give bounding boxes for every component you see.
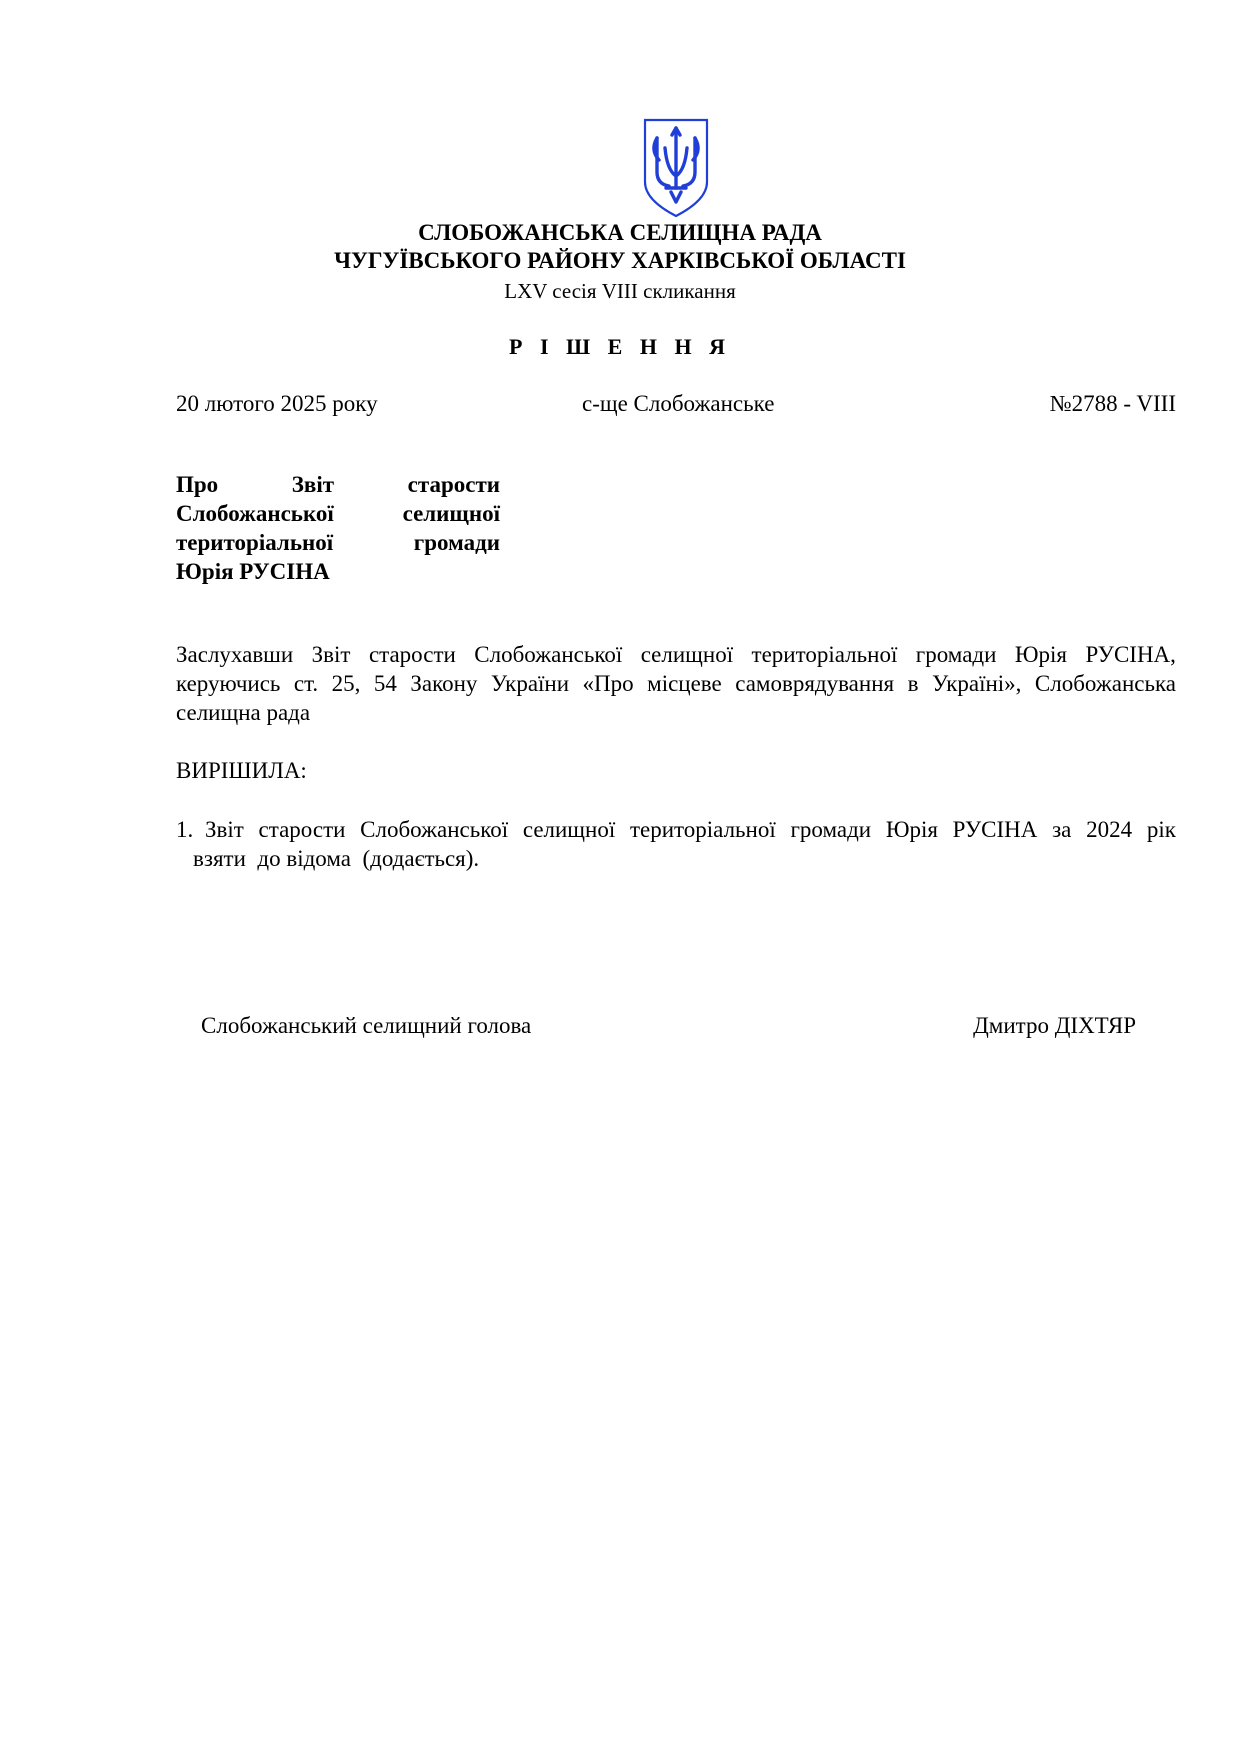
subject-word: Звіт [291,472,335,497]
word: РУСІНА, [1085,642,1176,667]
subject-word: Про [176,472,219,497]
coat-of-arms-trident-icon [641,118,711,218]
word: територіальної [629,817,776,842]
word: Заслухавши [176,642,294,667]
word: ст. [293,671,319,696]
preamble-line [176,669,1176,698]
word: Україні», [931,671,1022,696]
document-type-title: Р І Ш Е Н Н Я [509,334,731,359]
word: Юрія [885,817,938,842]
subject-line [176,557,500,586]
decision-item [176,815,1176,873]
word: 54 [373,671,397,696]
subject-word: Слобожанської [176,501,334,526]
word: Звіт [311,642,351,667]
subject-word: територіальної [176,530,334,555]
signatory-name: Дмитро ДІХТЯР [973,1013,1136,1038]
resolved-label: ВИРІШИЛА: [176,758,307,783]
word: громади [790,817,872,842]
word: Слобожанської [360,817,509,842]
preamble-line [176,640,1176,669]
subject-word: громади [413,530,500,555]
word: громади [915,642,997,667]
word: старости [368,642,456,667]
subject-line [176,499,500,528]
word: старости [258,817,346,842]
item-line: взяти до відома (додається). [193,846,480,871]
preamble-paragraph [176,640,1176,727]
word: в [907,671,919,696]
word: за [1052,817,1072,842]
word: 25, [331,671,361,696]
word: територіальної [751,642,898,667]
preamble-line: селищна рада [176,700,311,725]
word: Слобожанська [1034,671,1176,696]
word: селищної [640,642,734,667]
subject-line [176,528,500,557]
decision-subject [176,470,500,586]
session-info: LXV сесія VIII скликання [504,279,736,303]
word: Слобожанської [474,642,623,667]
word: 2024 [1086,817,1133,842]
word: самоврядування [735,671,895,696]
district-name: ЧУГУЇВСЬКОГО РАЙОНУ ХАРКІВСЬКОЇ ОБЛАСТІ [334,248,906,273]
signatory-title: Слобожанський селищний голова [201,1013,532,1038]
decision-number: №2788 - VIII [1049,391,1176,416]
subject-word: старости [407,472,500,497]
word: України [490,671,570,696]
decision-date: 20 лютого 2025 року [176,391,378,416]
item-line [205,815,1176,844]
decision-place: с-ще Слобожанське [582,391,775,416]
word: місцеве [647,671,722,696]
subject-word: Юрія РУСІНА [176,559,330,584]
word: РУСІНА [952,817,1038,842]
word: рік [1146,817,1176,842]
word: селищної [522,817,616,842]
subject-word: селищної [402,501,500,526]
council-name: СЛОБОЖАНСЬКА СЕЛИЩНА РАДА [418,220,822,245]
word: Юрія [1014,642,1067,667]
word: Закону [410,671,478,696]
subject-line [176,470,500,499]
word: керуючись [176,671,281,696]
word: «Про [582,671,634,696]
item-number: 1. [176,817,194,842]
word: Звіт [205,817,244,842]
